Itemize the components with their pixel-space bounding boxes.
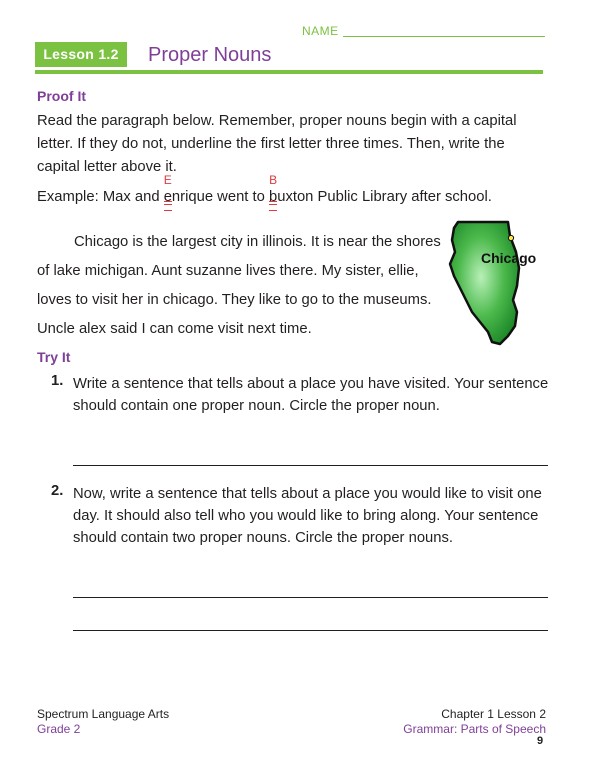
try-it-heading: Try It [37, 349, 71, 365]
footer-topic: Grammar: Parts of Speech [403, 722, 546, 736]
proof-it-heading: Proof It [37, 88, 86, 104]
correction-mark-e [163, 173, 172, 209]
answer-line-1[interactable] [73, 465, 548, 466]
proof-it-instructions: Read the paragraph below. Remember, proper nouns begin with a capital letter. If they do not, underline the first letter three times. Then, write the capital letter above it. [37, 113, 517, 175]
correction-capital-e: E [163, 173, 172, 187]
example-sentence [37, 173, 492, 209]
header-divider [35, 70, 543, 74]
triple-underline-e [164, 201, 172, 211]
correction-mark-b [268, 173, 278, 209]
example-part-3: uxton Public Library after school. [277, 189, 492, 205]
map-city-label: Chicago [481, 250, 537, 266]
answer-line-3[interactable] [73, 630, 548, 631]
illinois-shape [450, 222, 519, 344]
city-dot-icon [508, 235, 513, 240]
correction-capital-b: B [269, 173, 278, 187]
footer-right [403, 707, 546, 737]
question-2-number: 2. [51, 483, 64, 499]
proofreading-paragraph: Chicago is the largest city in illinois. It is near the shores of lake michigan. Aunt suzanne lives there. My sister, ellie, loves to visit her in chicago. They like to go to the museums. Uncle alex said I can come visit next time. [37, 234, 441, 337]
answer-line-2[interactable] [73, 597, 548, 598]
page-number: 9 [537, 735, 544, 747]
footer-grade: Grade 2 [37, 722, 81, 736]
footer-chapter: Chapter 1 Lesson 2 [441, 707, 546, 721]
question-2-text: Now, write a sentence that tells about a place you would like to visit one day. It should also tell who you would like to bring along. Your sentence should contain two proper nouns. Circle the proper nouns. [73, 486, 542, 546]
corrected-letter-b: b [268, 189, 278, 205]
question-1-text: Write a sentence that tells about a place you have visited. Your sentence should contain one proper noun. Circle the proper noun. [73, 376, 549, 414]
triple-underline-b [269, 201, 277, 211]
example-label: Example: [37, 189, 99, 205]
example-part-2: nrique went to [171, 189, 269, 205]
name-write-line [343, 36, 545, 37]
illinois-state-map-icon [440, 216, 562, 351]
question-1-number: 1. [51, 373, 64, 389]
example-part-1: Max and [102, 189, 164, 205]
footer-book-title: Spectrum Language Arts [37, 707, 170, 721]
page-title: Proper Nouns [148, 44, 272, 66]
corrected-letter-e: e [163, 189, 172, 205]
lesson-badge: Lesson 1.2 [35, 42, 127, 67]
footer-left [37, 707, 169, 737]
name-label: NAME [302, 24, 339, 38]
